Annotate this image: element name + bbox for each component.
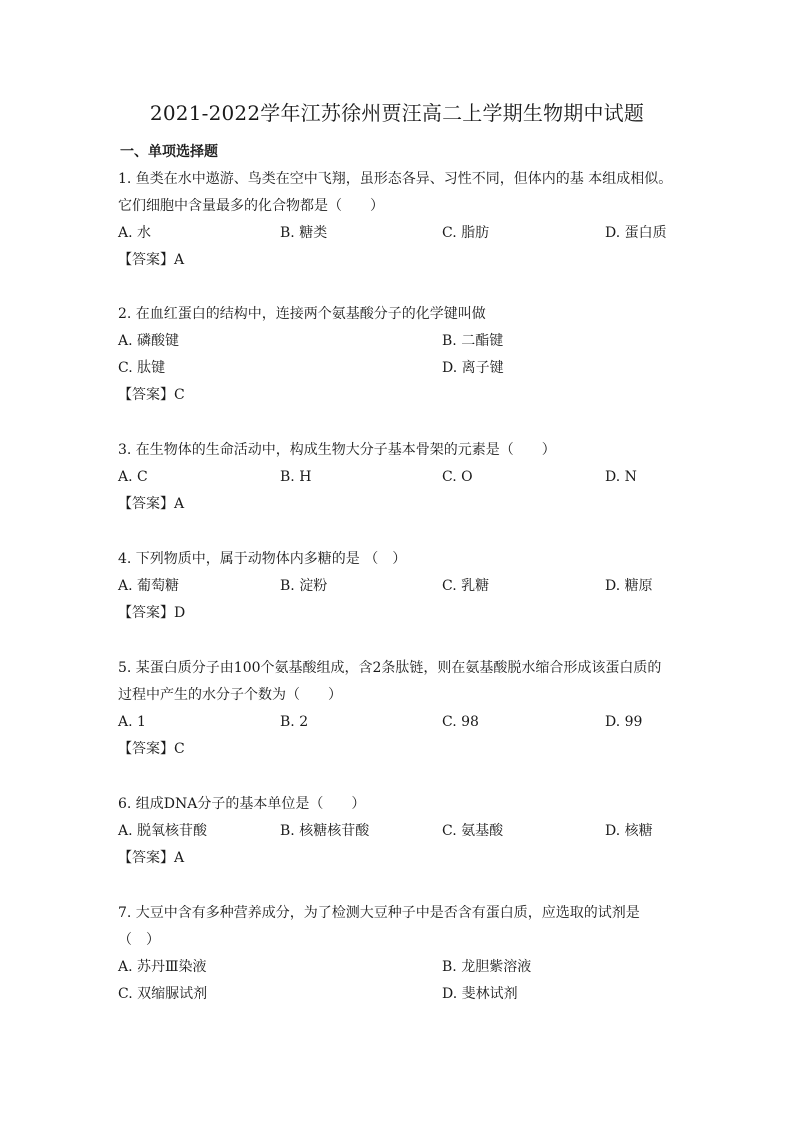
option-a: A. 脱氧核苷酸: [118, 823, 208, 839]
option-c: C. O: [442, 469, 473, 485]
option-b: B. 糖类: [280, 225, 328, 241]
option-d: D. N: [605, 469, 637, 485]
options-row: [118, 220, 678, 247]
question-3: [118, 437, 678, 518]
question-stem: 3. 在生物体的生命活动中，构成生物大分子基本骨架的元素是（ ）: [118, 442, 556, 458]
options-row: [118, 573, 678, 600]
question-stem-continued: （ ）: [118, 932, 160, 948]
question-stem: 6. 组成DNA分子的基本单位是（ ）: [118, 796, 366, 812]
answer-line: 【答案】C: [118, 741, 185, 757]
option-b: B. 2: [280, 714, 309, 730]
option-d: D. 蛋白质: [605, 225, 667, 241]
question-stem-continued: 它们细胞中含量最多的化合物都是（ ）: [118, 198, 384, 214]
option-a: A. 1: [118, 714, 146, 730]
option-d: D. 离子键: [442, 360, 504, 376]
option-c: C. 脂肪: [442, 225, 490, 241]
option-c: C. 肽键: [118, 360, 166, 376]
option-c: C. 乳糖: [442, 578, 490, 594]
question-5: [118, 655, 678, 763]
option-b: B. 核糖核苷酸: [280, 823, 370, 839]
option-b: B. H: [280, 469, 312, 485]
question-6: [118, 791, 678, 872]
question-2: [118, 301, 678, 409]
option-d: D. 斐林试剂: [442, 986, 518, 1002]
question-stem: 1. 鱼类在水中遨游、鸟类在空中飞翔，虽形态各异、习性不同，但体内的基 本组成相似。: [118, 171, 673, 187]
option-c: C. 双缩脲试剂: [118, 986, 208, 1002]
option-d: D. 糖原: [605, 578, 653, 594]
question-stem: 2. 在血红蛋白的结构中，连接两个氨基酸分子的化学键叫做: [118, 306, 486, 322]
option-a: A. 水: [118, 225, 152, 241]
answer-line: 【答案】D: [118, 605, 186, 621]
option-c: C. 98: [442, 714, 479, 730]
option-b: B. 淀粉: [280, 578, 328, 594]
section-heading: 一、单项选择题: [120, 144, 218, 160]
option-b: B. 二酯键: [442, 333, 504, 349]
options-row: [118, 954, 678, 981]
question-7: [118, 900, 678, 1008]
option-d: D. 核糖: [605, 823, 653, 839]
question-stem-continued: 过程中产生的水分子个数为（ ）: [118, 687, 342, 703]
option-a: A. 磷酸键: [118, 333, 180, 349]
question-4: [118, 546, 678, 627]
question-stem: 5. 某蛋白质分子由100个氨基酸组成，含2条肽链，则在氨基酸脱水缩合形成该蛋白质的: [118, 660, 662, 676]
option-c: C. 氨基酸: [442, 823, 504, 839]
option-a: A. 葡萄糖: [118, 578, 180, 594]
answer-line: 【答案】C: [118, 387, 185, 403]
answer-line: 【答案】A: [118, 850, 185, 866]
question-stem: 4. 下列物质中，属于动物体内多糖的是 （ ）: [118, 551, 407, 567]
option-d: D. 99: [605, 714, 643, 730]
options-row: [118, 464, 678, 491]
options-row: [118, 328, 678, 355]
options-row: [118, 355, 678, 382]
answer-line: 【答案】A: [118, 496, 185, 512]
options-row: [118, 709, 678, 736]
answer-line: 【答案】A: [118, 252, 185, 268]
question-1: [118, 166, 678, 274]
question-stem: 7. 大豆中含有多种营养成分，为了检测大豆种子中是否含有蛋白质，应选取的试剂是: [118, 905, 640, 921]
option-a: A. 苏丹Ⅲ染液: [118, 959, 207, 975]
options-row: [118, 818, 678, 845]
option-a: A. C: [118, 469, 148, 485]
document-title: 2021-2022学年江苏徐州贾汪高二上学期生物期中试题: [149, 101, 645, 125]
option-b: B. 龙胆紫溶液: [442, 959, 532, 975]
options-row: [118, 981, 678, 1008]
